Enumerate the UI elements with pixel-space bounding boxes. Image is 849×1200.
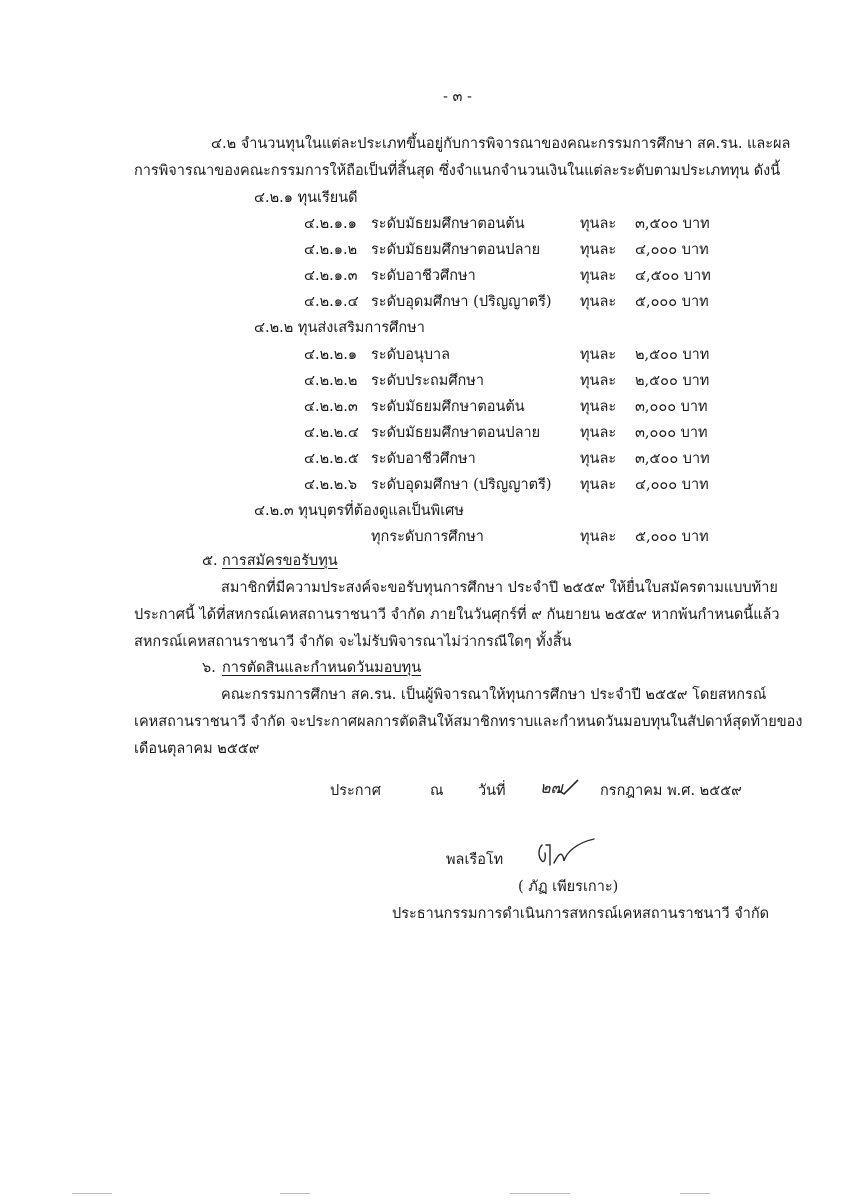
signature-image [528, 835, 598, 875]
section-6-line-3: เดือนตุลาคม ๒๕๕๙ [134, 741, 260, 757]
section-4-2-line-1: ๔.๒ จำนวนทุนในแต่ละประเภทขึ้นอยู่กับการพิจารณาของคณะกรรมการศึกษา สค.รน. และผล [211, 136, 791, 152]
item-code: ๔.๒.๑.๔ [304, 294, 359, 310]
announcement-label: ประกาศ [330, 783, 381, 799]
item-level: ระดับอาชีวศึกษา [371, 451, 476, 467]
section-4-2-line-2: การพิจารณาของคณะกรรมการให้ถือเป็นที่สิ้นสุด ซึ่งจำแนกจำนวนเงินในแต่ละระดับตามประเภททุน ดังนี้ [134, 163, 781, 179]
item-per: ทุนละ [580, 477, 617, 493]
item-level: ระดับอนุบาล [371, 347, 451, 363]
item-amount: ๕,๐๐๐ บาท [635, 529, 709, 545]
item-code: ๔.๒.๒.๑ [304, 347, 358, 363]
announcement-date-label: วันที่ [478, 783, 506, 799]
handwritten-day: ๒๗ [540, 778, 563, 797]
section-6-number: ๖. [202, 660, 216, 676]
item-level: ระดับประถมศึกษา [371, 373, 484, 389]
section-5-line-2: ประกาศนี้ ได้ที่สหกรณ์เคหสถานราชนาวี จำกัด ภายในวันศุกร์ที่ ๙ กันยายน ๒๕๕๙ หากพ้นกำหนดนี้แล้ว [134, 607, 780, 623]
subsection-heading: ๔.๒.๒ ทุนส่งเสริมการศึกษา [254, 320, 425, 336]
item-code: ๔.๒.๒.๕ [304, 451, 359, 467]
scan-artifact [280, 1193, 310, 1194]
item-code: ๔.๒.๒.๓ [304, 399, 358, 415]
item-code: ๔.๒.๒.๒ [304, 373, 358, 389]
section-6-title: การตัดสินและกำหนดวันมอบทุน [222, 660, 422, 676]
item-level: ระดับมัธยมศึกษาตอนต้น [371, 399, 525, 415]
signatory-position: ประธานกรรมการดำเนินการสหกรณ์เคหสถานราชนาวี จำกัด [392, 906, 770, 922]
item-amount: ๔,๕๐๐ บาท [635, 268, 711, 284]
item-amount: ๔,๐๐๐ บาท [635, 242, 709, 258]
item-level: ทุกระดับการศึกษา [371, 529, 484, 545]
item-amount: ๓,๐๐๐ บาท [635, 425, 708, 441]
item-code: ๔.๒.๑.๑ [304, 216, 357, 232]
item-level: ระดับมัธยมศึกษาตอนปลาย [371, 425, 541, 441]
item-amount: ๓,๕๐๐ บาท [635, 216, 710, 232]
item-code: ๔.๒.๒.๖ [304, 477, 358, 493]
scan-artifact [72, 1193, 112, 1194]
item-amount: ๒,๕๐๐ บาท [635, 373, 710, 389]
signatory-name: ( ภัฏ เพียรเกาะ) [518, 879, 619, 895]
item-level: ระดับอาชีวศึกษา [371, 268, 476, 284]
section-5-line-1: สมาชิกที่มีความประสงค์จะขอรับทุนการศึกษา ประจำปี ๒๕๕๙ ให้ยื่นใบสมัครตามแบบท้าย [221, 580, 778, 596]
item-per: ทุนละ [580, 268, 617, 284]
item-per: ทุนละ [580, 347, 617, 363]
announcement-month-year: กรกฎาคม พ.ศ. ๒๕๕๙ [600, 783, 742, 799]
item-per: ทุนละ [580, 529, 617, 545]
section-5-line-3: สหกรณ์เคหสถานราชนาวี จำกัด จะไม่รับพิจารณาไม่ว่ากรณีใดๆ ทั้งสิ้น [134, 634, 572, 650]
item-per: ทุนละ [580, 294, 617, 310]
item-level: ระดับมัธยมศึกษาตอนต้น [371, 216, 525, 232]
subsection-heading: ๔.๒.๓ ทุนบุตรที่ต้องดูแลเป็นพิเศษ [254, 503, 464, 519]
item-level: ระดับอุดมศึกษา (ปริญญาตรี) [371, 294, 552, 310]
item-code: ๔.๒.๑.๓ [304, 268, 358, 284]
item-amount: ๓,๐๐๐ บาท [635, 399, 708, 415]
scan-artifact [510, 1193, 570, 1194]
item-per: ทุนละ [580, 425, 617, 441]
item-amount: ๔,๐๐๐ บาท [635, 477, 709, 493]
item-per: ทุนละ [580, 242, 617, 258]
section-6-line-1: คณะกรรมการศึกษา สค.รน. เป็นผู้พิจารณาให้ทุนการศึกษา ประจำปี ๒๕๕๙ โดยสหกรณ์ [221, 687, 767, 703]
item-level: ระดับมัธยมศึกษาตอนปลาย [371, 242, 541, 258]
page-number: - ๓ - [443, 89, 472, 105]
scan-artifact [680, 1193, 710, 1194]
item-amount: ๓,๕๐๐ บาท [635, 451, 710, 467]
item-amount: ๕,๐๐๐ บาท [635, 294, 709, 310]
item-amount: ๒,๕๐๐ บาท [635, 347, 710, 363]
signatory-rank: พลเรือโท [446, 852, 504, 868]
item-per: ทุนละ [580, 451, 617, 467]
item-per: ทุนละ [580, 399, 617, 415]
announcement-at: ณ [430, 783, 444, 799]
item-code: ๔.๒.๒.๔ [304, 425, 359, 441]
item-level: ระดับอุดมศึกษา (ปริญญาตรี) [371, 477, 552, 493]
section-5-number: ๕. [202, 553, 218, 569]
item-per: ทุนละ [580, 216, 617, 232]
checkmark-stroke [556, 778, 580, 798]
section-6-line-2: เคหสถานราชนาวี จำกัด จะประกาศผลการตัดสินให้สมาชิกทราบและกำหนดวันมอบทุนในสัปดาห์สุดท้ายของ [134, 714, 803, 730]
section-5-title: การสมัครขอรับทุน [222, 553, 338, 569]
item-per: ทุนละ [580, 373, 617, 389]
item-code: ๔.๒.๑.๒ [304, 242, 358, 258]
subsection-heading: ๔.๒.๑ ทุนเรียนดี [254, 190, 358, 206]
